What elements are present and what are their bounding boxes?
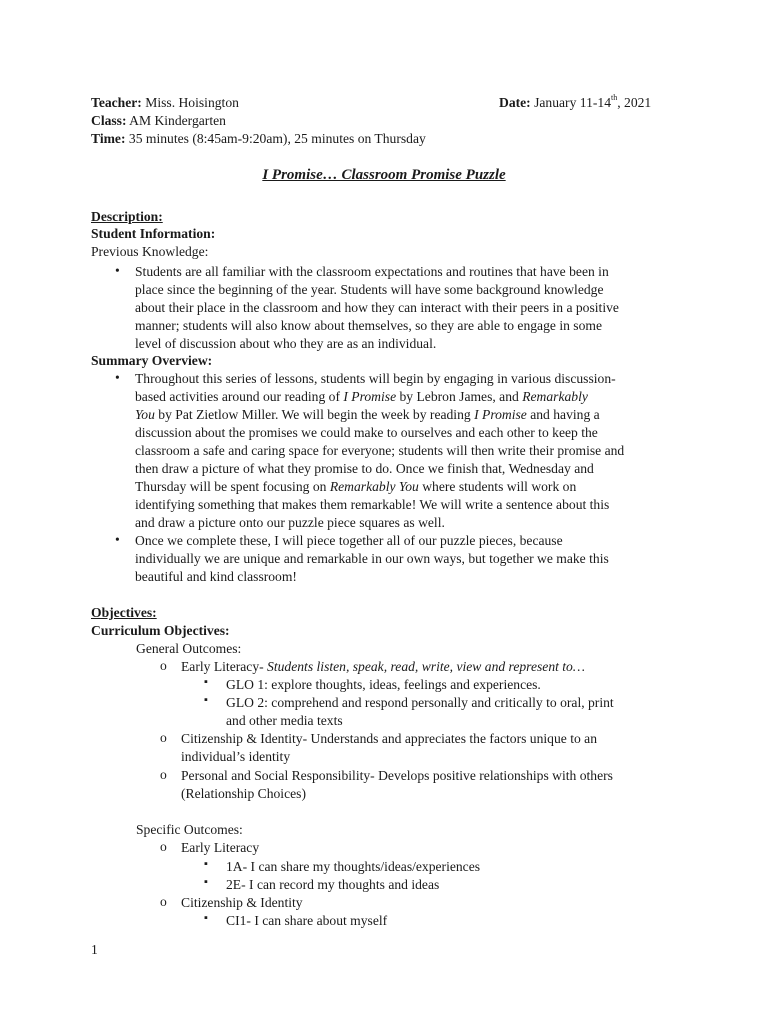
pk-line: place since the beginning of the year. Students will have some background knowledge bbox=[135, 282, 604, 297]
summary-line: Once we complete these, I will piece together all of our puzzle pieces, because bbox=[135, 533, 563, 548]
specific-citizenship: Citizenship & Identity bbox=[181, 895, 303, 910]
outcome-1a: 1A- I can share my thoughts/ideas/experiences bbox=[226, 859, 481, 874]
page-title: I Promise… Classroom Promise Puzzle bbox=[262, 167, 506, 183]
glo2-item: and other media texts bbox=[226, 713, 343, 728]
time-line bbox=[91, 130, 426, 148]
teacher-line bbox=[91, 94, 239, 112]
glo1-item: GLO 1: explore thoughts, ideas, feelings and experiences. bbox=[226, 677, 541, 692]
citizenship-item: Citizenship & Identity- Understands and appreciates the factors unique to an bbox=[181, 731, 597, 746]
citizenship-item: individual’s identity bbox=[181, 749, 291, 764]
summary-line: Throughout this series of lessons, students will begin by engaging in various discussion- bbox=[135, 371, 616, 386]
glo2-item: GLO 2: comprehend and respond personally and critically to oral, print bbox=[226, 695, 614, 710]
description-heading: Description: bbox=[91, 209, 163, 224]
square-bullet-icon: ▪ bbox=[204, 876, 208, 888]
personal-social-item: (Relationship Choices) bbox=[181, 786, 306, 801]
summary-heading: Summary Overview: bbox=[91, 353, 213, 368]
summary-line: identifying something that makes them remarkable! We will write a sentence about this bbox=[135, 497, 610, 512]
personal-social-item: Personal and Social Responsibility- Develops positive relationships with others bbox=[181, 768, 613, 783]
time-value: 35 minutes (8:45am-9:20am), 25 minutes on Thursday bbox=[128, 131, 426, 146]
bullet-icon: • bbox=[115, 370, 120, 385]
general-outcomes-label: General Outcomes: bbox=[136, 641, 242, 656]
date-line bbox=[499, 94, 651, 112]
outcome-ci1: CI1- I can share about myself bbox=[226, 913, 388, 928]
bullet-icon: • bbox=[115, 532, 120, 547]
bullet-icon: • bbox=[115, 263, 120, 278]
summary-line: You by Pat Zietlow Miller. We will begin the week by reading I Promise and having a bbox=[135, 407, 600, 422]
square-bullet-icon: ▪ bbox=[204, 694, 208, 706]
class-value: AM Kindergarten bbox=[129, 113, 226, 128]
pk-line: level of discussion about who they are as an individual. bbox=[135, 336, 437, 351]
date-value: January 11-14th, 2021 bbox=[534, 93, 652, 110]
circle-bullet-icon: o bbox=[160, 767, 167, 782]
summary-line: then draw a picture of what they promise to do. Once we finish that, Wednesday and bbox=[135, 461, 594, 476]
class-line bbox=[91, 112, 226, 130]
date-label: Date: bbox=[499, 95, 531, 110]
time-label: Time: bbox=[91, 131, 126, 146]
curriculum-heading: Curriculum Objectives: bbox=[91, 623, 230, 638]
circle-bullet-icon: o bbox=[160, 894, 167, 909]
specific-early-literacy: Early Literacy bbox=[181, 840, 260, 855]
circle-bullet-icon: o bbox=[160, 658, 167, 673]
pk-line: Students are all familiar with the classroom expectations and routines that have been in bbox=[135, 264, 609, 279]
teacher-name: Miss. Hoisington bbox=[145, 95, 239, 110]
teacher-label: Teacher: bbox=[91, 95, 142, 110]
student-info-heading: Student Information: bbox=[91, 226, 216, 241]
pk-line: about their place in the classroom and how they can interact with their peers in a positive bbox=[135, 300, 619, 315]
previous-knowledge-label: Previous Knowledge: bbox=[91, 244, 209, 259]
square-bullet-icon: ▪ bbox=[204, 858, 208, 870]
summary-line: beautiful and kind classroom! bbox=[135, 569, 297, 584]
summary-line: individually we are unique and remarkable in our own ways, but together we make this bbox=[135, 551, 609, 566]
outcome-2e: 2E- I can record my thoughts and ideas bbox=[226, 877, 440, 892]
specific-outcomes-label: Specific Outcomes: bbox=[136, 822, 243, 837]
summary-line: classroom a safe and caring space for everyone; students will then write their promise and bbox=[135, 443, 625, 458]
early-literacy-item: Early Literacy- Students listen, speak, read, write, view and represent to… bbox=[181, 659, 585, 674]
square-bullet-icon: ▪ bbox=[204, 912, 208, 924]
summary-line: discussion about the promises we could make to ourselves and each other to keep the bbox=[135, 425, 598, 440]
circle-bullet-icon: o bbox=[160, 730, 167, 745]
summary-line: based activities around our reading of I Promise by Lebron James, and Remarkably bbox=[135, 389, 588, 404]
summary-line: and draw a picture onto our puzzle piece squares as well. bbox=[135, 515, 445, 530]
objectives-heading: Objectives: bbox=[91, 605, 157, 620]
page-number: 1 bbox=[91, 942, 98, 957]
class-label: Class: bbox=[91, 113, 127, 128]
square-bullet-icon: ▪ bbox=[204, 676, 208, 688]
circle-bullet-icon: o bbox=[160, 839, 167, 854]
summary-line: Thursday will be spent focusing on Remarkably You where students will work on bbox=[135, 479, 577, 494]
pk-line: manner; students will also know about themselves, so they are able to engage in some bbox=[135, 318, 602, 333]
